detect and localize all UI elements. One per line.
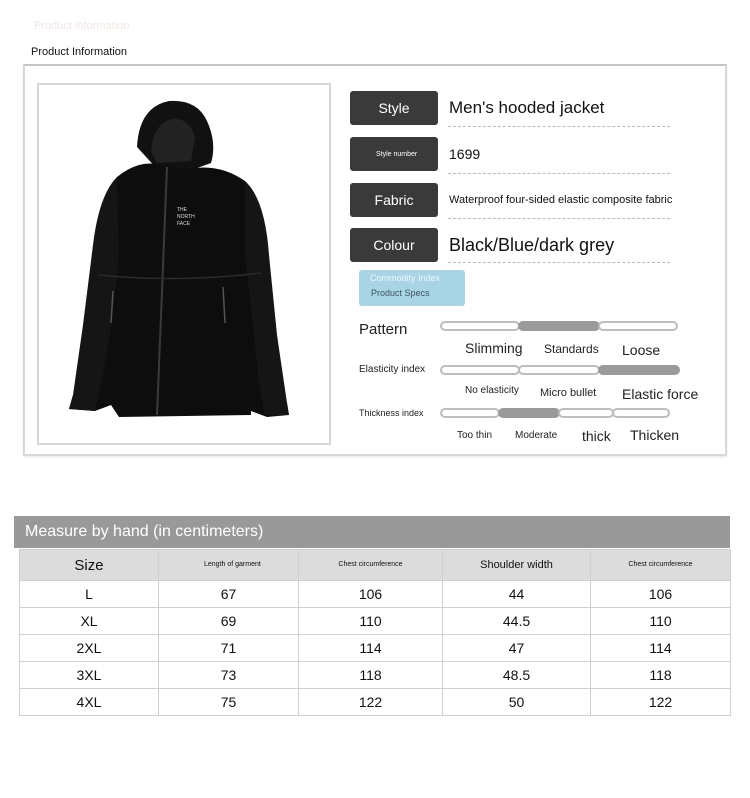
length-cell: 67 — [159, 581, 299, 608]
chest-cell-2: 110 — [591, 608, 731, 635]
commodity-index-subtitle: Product Specs — [371, 288, 430, 298]
thickness-option: Too thin — [457, 430, 493, 441]
col-header-chest-2: Chest circumference — [591, 550, 731, 581]
shoulder-cell: 50 — [443, 689, 591, 716]
shoulder-cell: 44.5 — [443, 608, 591, 635]
thickness-label: Thickness index — [359, 408, 424, 418]
thickness-bar-3 — [558, 408, 614, 418]
pattern-option: Slimming — [465, 340, 523, 356]
size-cell: L — [20, 581, 159, 608]
table-row — [20, 608, 731, 635]
elasticity-label: Elasticity index — [359, 364, 426, 375]
size-cell: 4XL — [20, 689, 159, 716]
divider — [448, 262, 670, 263]
thickness-option: Thicken — [630, 427, 680, 443]
chest-cell: 114 — [299, 635, 443, 662]
product-photo — [37, 83, 331, 445]
ghost-title: Product information — [34, 20, 130, 32]
table-row — [20, 635, 731, 662]
divider — [448, 218, 670, 219]
thickness-option: Moderate — [515, 430, 558, 441]
pattern-option: Standards — [544, 342, 599, 356]
table-row — [20, 689, 731, 716]
thickness-bar-2 — [498, 408, 560, 418]
spec-label-style-number: Style number — [350, 137, 438, 171]
spec-label-fabric: Fabric — [350, 183, 438, 217]
elasticity-bar-1 — [440, 365, 520, 375]
chest-cell-2: 106 — [591, 581, 731, 608]
section-title: Product Information — [31, 46, 127, 58]
divider — [448, 173, 670, 174]
chest-cell-2: 122 — [591, 689, 731, 716]
spec-value-fabric: Waterproof four-sided elastic composite fabric — [449, 194, 673, 206]
spec-value-style-number: 1699 — [449, 146, 481, 162]
shoulder-cell: 47 — [443, 635, 591, 662]
elasticity-bar-3 — [598, 365, 680, 375]
spec-value-style: Men's hooded jacket — [449, 98, 605, 117]
elasticity-bar-2 — [518, 365, 600, 375]
shoulder-cell: 48.5 — [443, 662, 591, 689]
elasticity-option: No elasticity — [465, 385, 519, 396]
chest-cell: 118 — [299, 662, 443, 689]
size-cell: 3XL — [20, 662, 159, 689]
col-header-shoulder: Shoulder width — [443, 550, 591, 581]
thickness-bar-1 — [440, 408, 500, 418]
measure-title: Measure by hand (in centimeters) — [25, 523, 264, 540]
elasticity-option: Micro bullet — [540, 387, 597, 399]
chest-cell: 122 — [299, 689, 443, 716]
logo-text-1: THE — [177, 207, 187, 213]
shoulder-cell: 44 — [443, 581, 591, 608]
pattern-option: Loose — [622, 342, 661, 358]
logo-text-2: NORTH — [177, 214, 195, 220]
size-cell: 2XL — [20, 635, 159, 662]
chest-cell: 106 — [299, 581, 443, 608]
length-cell: 73 — [159, 662, 299, 689]
length-cell: 69 — [159, 608, 299, 635]
table-row — [20, 662, 731, 689]
chest-cell-2: 118 — [591, 662, 731, 689]
spec-value-colour: Black/Blue/dark grey — [449, 234, 615, 255]
logo-text-3: FACE — [177, 221, 191, 227]
col-header-size: Size — [20, 550, 159, 581]
size-table — [19, 549, 731, 716]
col-header-length: Length of garment — [159, 550, 299, 581]
commodity-index-title: Commodity Index — [370, 273, 441, 283]
spec-label-colour: Colour — [350, 228, 438, 262]
elasticity-option: Elastic force — [622, 386, 699, 402]
spec-label-style: Style — [350, 91, 438, 125]
pattern-label: Pattern — [359, 321, 408, 338]
pattern-bar-1 — [440, 321, 520, 331]
pattern-bar-2 — [518, 321, 600, 331]
thickness-bar-4 — [612, 408, 670, 418]
measure-header-bar — [14, 516, 730, 548]
chest-cell: 110 — [299, 608, 443, 635]
pattern-bar-3 — [598, 321, 678, 331]
table-row — [20, 581, 731, 608]
size-cell: XL — [20, 608, 159, 635]
col-header-chest: Chest circumference — [299, 550, 443, 581]
table-header-row — [20, 550, 731, 581]
length-cell: 75 — [159, 689, 299, 716]
commodity-index-badge — [359, 270, 465, 306]
chest-cell-2: 114 — [591, 635, 731, 662]
jacket-image — [39, 85, 329, 443]
divider — [448, 126, 670, 127]
length-cell: 71 — [159, 635, 299, 662]
thickness-option: thick — [582, 428, 611, 444]
